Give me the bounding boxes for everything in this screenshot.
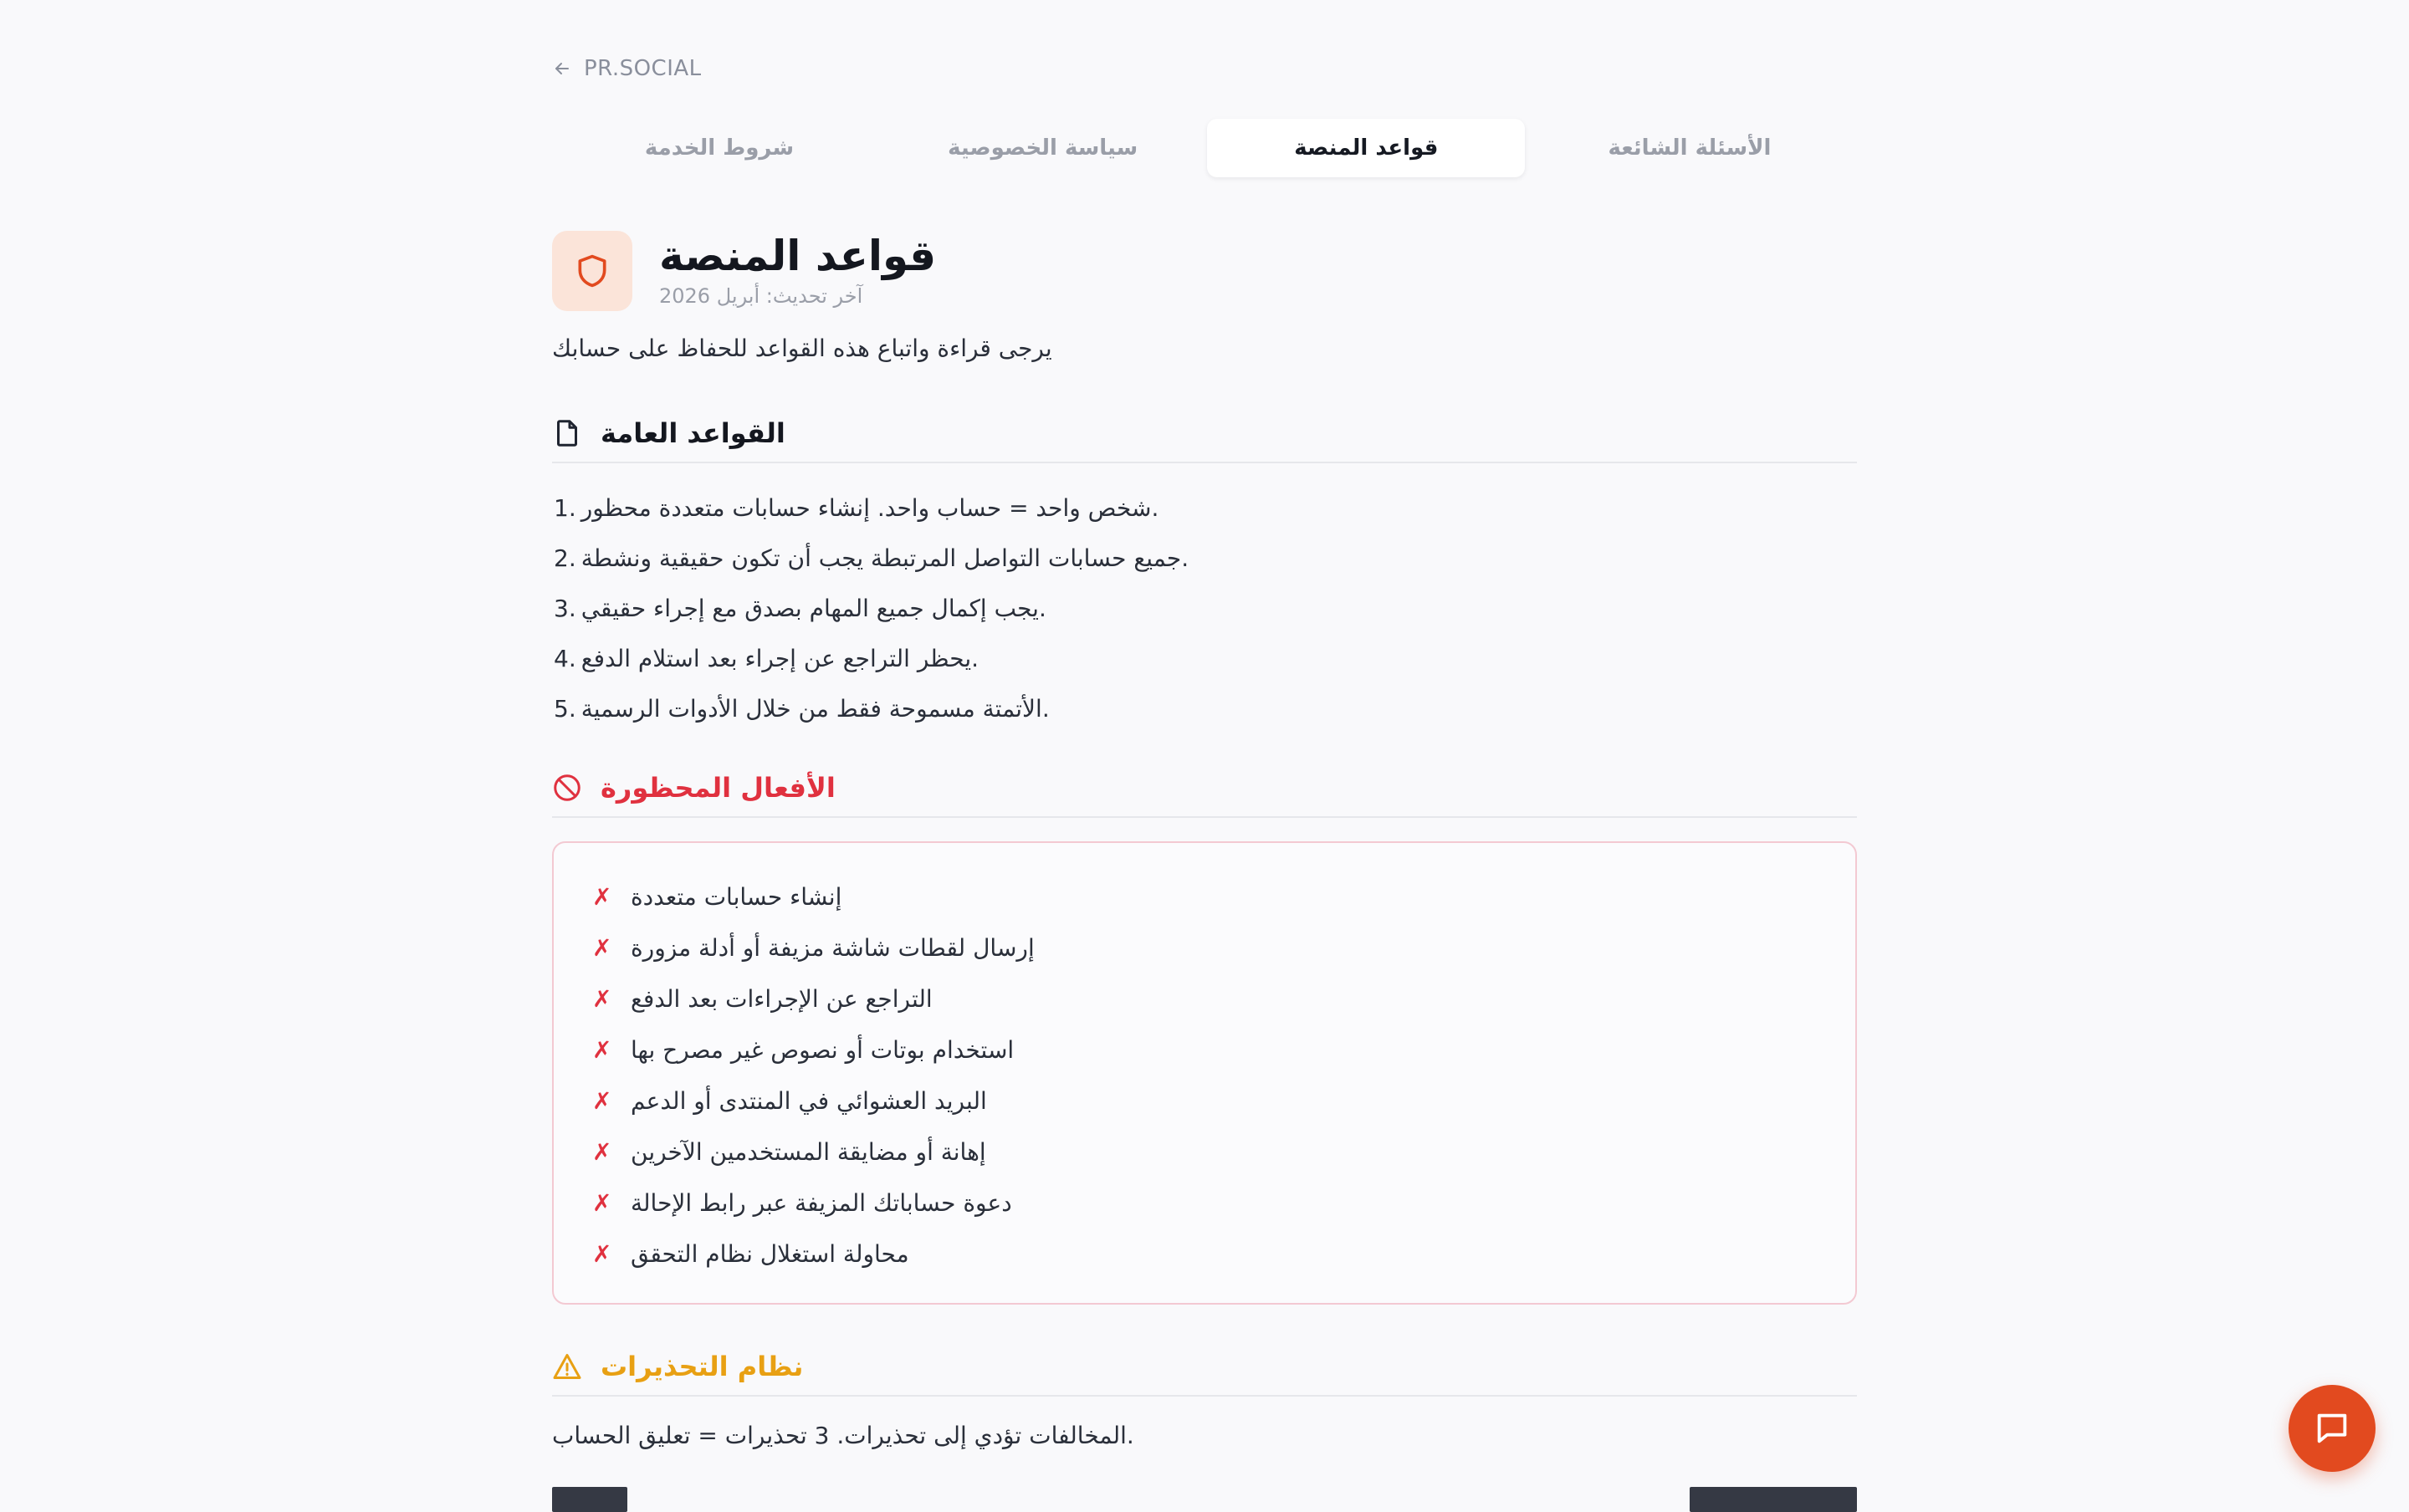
last-updated: آخر تحديث: أبريل 2026 (659, 284, 863, 308)
warnings-title: نظام التحذيرات (601, 1351, 804, 1382)
list-item (592, 973, 1817, 1024)
rule-text: يحظر التراجع عن إجراء بعد استلام الدفع. (581, 645, 979, 672)
chat-button[interactable] (2289, 1385, 2376, 1472)
chat-bubble-icon (2313, 1409, 2351, 1448)
list-item (592, 871, 1817, 922)
list-item (592, 1126, 1817, 1177)
list-item (592, 1177, 1817, 1228)
forbidden-actions-title: الأفعال المحظورة (601, 772, 836, 804)
tab-terms-of-service[interactable]: شروط الخدمة (644, 135, 795, 161)
forbidden-text: إهانة أو مضايقة المستخدمين الآخرين (631, 1138, 986, 1166)
rule-number: 5. (554, 695, 576, 723)
ban-icon (552, 773, 582, 803)
general-rules-title: القواعد العامة (601, 417, 785, 449)
rule-text: جميع حسابات التواصل المرتبطة يجب أن تكون حقيقية ونشطة. (581, 544, 1189, 572)
rule-text: يجب إكمال جميع المهام بصدق مع إجراء حقيقي. (581, 595, 1046, 622)
policy-tabs (552, 119, 1857, 179)
x-mark-icon: ✗ (592, 883, 612, 911)
intro-text: يرجى قراءة واتباع هذه القواعد للحفاظ على حسابك (552, 335, 1052, 362)
next-section-heading-partial (1690, 1487, 1857, 1512)
arrow-left-icon (552, 59, 572, 79)
rule-number: 1. (554, 494, 576, 522)
tab-privacy-policy[interactable]: سياسة الخصوصية (948, 135, 1138, 161)
back-link[interactable] (552, 54, 702, 84)
rules-page (552, 0, 1857, 1505)
rule-number: 4. (554, 645, 576, 672)
tab-faq[interactable]: الأسئلة الشائعة (1608, 135, 1772, 161)
x-mark-icon: ✗ (592, 934, 612, 962)
x-mark-icon: ✗ (592, 1138, 612, 1166)
forbidden-text: إرسال لقطات شاشة مزيفة أو أدلة مزورة (631, 934, 1035, 962)
next-section-heading-partial (552, 1487, 627, 1512)
shield-icon (574, 253, 611, 289)
warning-triangle-icon (552, 1351, 582, 1382)
forbidden-text: البريد العشوائي في المنتدى أو الدعم (631, 1087, 987, 1115)
title-wrap (659, 231, 936, 308)
warnings-heading (552, 1348, 1857, 1397)
list-item (592, 1075, 1817, 1126)
back-link-label: PR.SOCIAL (584, 56, 702, 81)
x-mark-icon: ✗ (592, 1087, 612, 1115)
general-rules-heading (552, 415, 1857, 463)
list-item (552, 534, 1189, 584)
forbidden-text: إنشاء حسابات متعددة (631, 883, 842, 911)
forbidden-text: استخدام بوتات أو نصوص غير مصرح بها (631, 1036, 1015, 1064)
list-item (552, 684, 1189, 734)
rule-number: 3. (554, 595, 576, 622)
forbidden-actions-list (592, 871, 1817, 1280)
page-header (552, 231, 936, 314)
x-mark-icon: ✗ (592, 1240, 612, 1268)
rule-number: 2. (554, 544, 576, 572)
forbidden-text: محاولة استغلال نظام التحقق (631, 1240, 909, 1268)
forbidden-actions-box (552, 841, 1857, 1305)
list-item (552, 634, 1189, 684)
list-item (592, 1228, 1817, 1280)
document-icon (552, 418, 582, 448)
rule-text: الأتمتة مسموحة فقط من خلال الأدوات الرسمية. (581, 695, 1050, 723)
x-mark-icon: ✗ (592, 1189, 612, 1217)
general-rules-list (552, 483, 1189, 734)
x-mark-icon: ✗ (592, 1036, 612, 1064)
list-item (592, 1024, 1817, 1075)
list-item (552, 584, 1189, 634)
list-item (552, 483, 1189, 534)
list-item (592, 922, 1817, 973)
tab-platform-rules[interactable]: قواعد المنصة (1207, 119, 1525, 177)
forbidden-text: دعوة حساباتك المزيفة عبر رابط الإحالة (631, 1189, 1012, 1217)
x-mark-icon: ✗ (592, 985, 612, 1013)
rule-text: شخص واحد = حساب واحد. إنشاء حسابات متعددة محظور. (581, 494, 1159, 522)
page-title: قواعد المنصة (659, 232, 937, 280)
forbidden-actions-heading (552, 769, 1857, 818)
warnings-text: المخالفات تؤدي إلى تحذيرات. 3 تحذيرات = تعليق الحساب. (552, 1422, 1134, 1449)
forbidden-text: التراجع عن الإجراءات بعد الدفع (631, 985, 933, 1013)
shield-badge (552, 231, 632, 311)
